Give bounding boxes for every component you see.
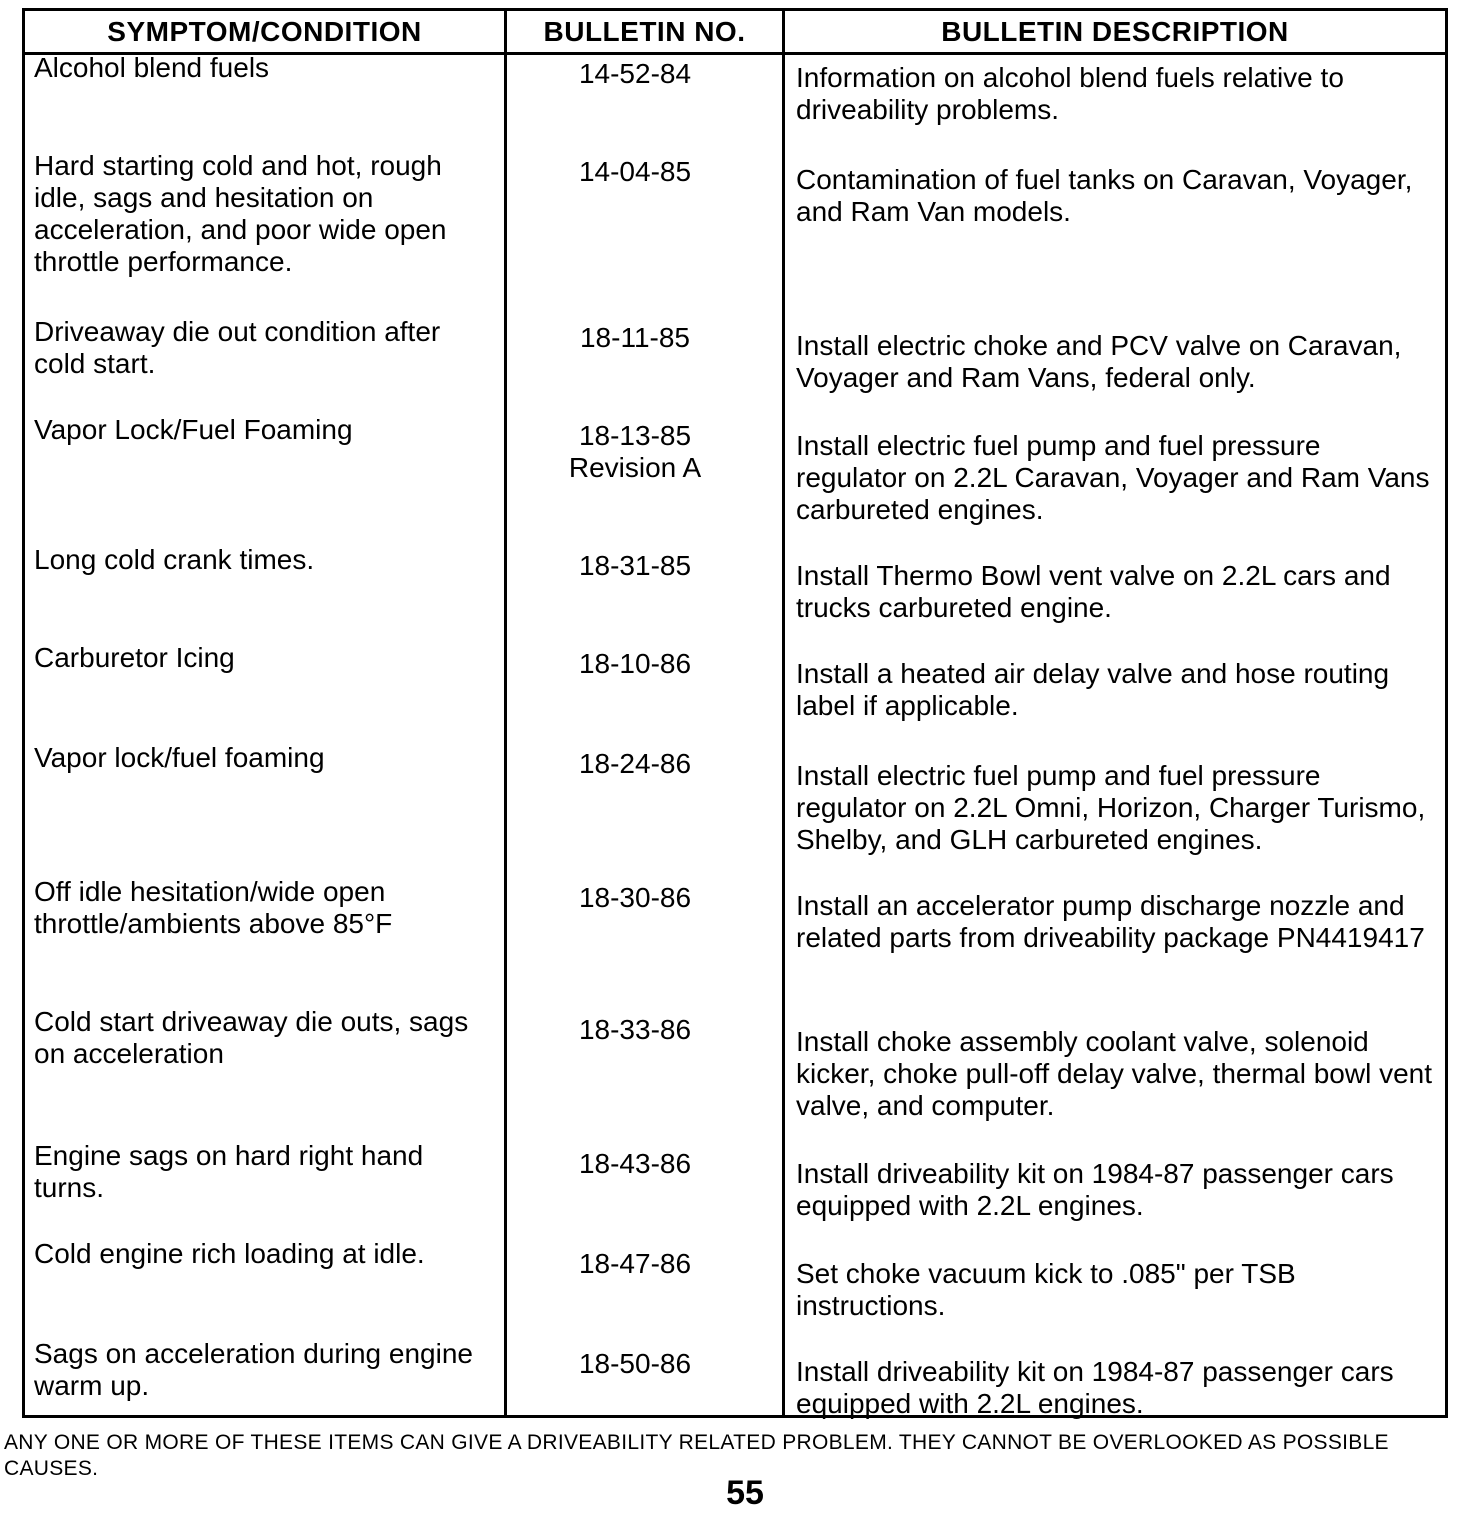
row-bulletin: 18-30-86 (578, 882, 692, 913)
row-description: Install driveability kit on 1984-87 passenger cars equipped with 2.2L engines. (796, 1158, 1394, 1221)
header-symptom: SYMPTOM/CONDITION (107, 16, 422, 47)
row-bulletin: 14-52-84 (578, 58, 692, 89)
page-number: 55 (726, 1474, 764, 1512)
row-bulletin: 18-31-85 (578, 550, 692, 581)
row-description: Install electric fuel pump and fuel pressure regulator on 2.2L Omni, Horizon, Charger Turismo, Shelby, and GLH carbureted engines. (796, 760, 1426, 855)
header-description: BULLETIN DESCRIPTION (941, 16, 1289, 47)
row-symptom: Carburetor Icing (34, 642, 235, 673)
row-symptom: Alcohol blend fuels (34, 52, 270, 83)
row-description: Set choke vacuum kick to .085" per TSB instructions. (796, 1258, 1296, 1321)
row-description: Install electric choke and PCV valve on Caravan, Voyager and Ram Vans, federal only. (796, 330, 1402, 393)
row-description: Install choke assembly coolant valve, solenoid kicker, choke pull-off delay valve, thermal bowl vent valve, and computer. (796, 1026, 1433, 1121)
row-symptom: Off idle hesitation/wide open throttle/ambients above 85°F (34, 876, 393, 939)
row-description: Install a heated air delay valve and hose routing label if applicable. (796, 658, 1390, 721)
row-bulletin: 18-13-85 Revision A (568, 420, 702, 483)
row-symptom: Cold engine rich loading at idle. (34, 1238, 425, 1269)
header-bulletin: BULLETIN NO. (543, 16, 746, 47)
row-bulletin: 18-11-85 (579, 322, 690, 353)
row-symptom: Driveaway die out condition after cold start. (34, 316, 441, 379)
row-bulletin: 18-43-86 (578, 1148, 692, 1179)
row-description: Install an accelerator pump discharge nozzle and related parts from driveability package PN4419417 (796, 890, 1425, 953)
row-symptom: Sags on acceleration during engine warm up. (34, 1338, 473, 1401)
row-bulletin: 18-50-86 (578, 1348, 692, 1379)
row-bulletin: 18-24-86 (578, 748, 692, 779)
column-divider (504, 8, 507, 1418)
column-divider (782, 8, 785, 1418)
row-bulletin: 14-04-85 (578, 156, 692, 187)
row-symptom: Hard starting cold and hot, rough idle, sags and hesitation on acceleration, and poor wide open throttle performance. (34, 150, 447, 277)
row-description: Install electric fuel pump and fuel pressure regulator on 2.2L Caravan, Voyager and Ram Vans carbureted engines. (796, 430, 1430, 525)
row-description: Contamination of fuel tanks on Caravan, Voyager, and Ram Van models. (796, 164, 1413, 227)
row-bulletin: 18-47-86 (578, 1248, 692, 1279)
row-description: Install driveability kit on 1984-87 passenger cars equipped with 2.2L engines. (796, 1356, 1394, 1419)
row-description: Install Thermo Bowl vent valve on 2.2L cars and trucks carbureted engine. (796, 560, 1391, 623)
row-description: Information on alcohol blend fuels relative to driveability problems. (796, 62, 1344, 125)
row-symptom: Long cold crank times. (34, 544, 315, 575)
footnote: ANY ONE OR MORE OF THESE ITEMS CAN GIVE A DRIVEABILITY RELATED PROBLEM. THEY CANNOT BE OVERLOOKED AS POSSIBLE CAUSES. (4, 1431, 1389, 1480)
row-symptom: Engine sags on hard right hand turns. (34, 1140, 424, 1203)
row-symptom: Vapor Lock/Fuel Foaming (34, 414, 353, 445)
row-bulletin: 18-10-86 (578, 648, 692, 679)
row-symptom: Vapor lock/fuel foaming (34, 742, 325, 773)
row-symptom: Cold start driveaway die outs, sags on acceleration (34, 1006, 469, 1069)
row-bulletin: 18-33-86 (578, 1014, 692, 1045)
